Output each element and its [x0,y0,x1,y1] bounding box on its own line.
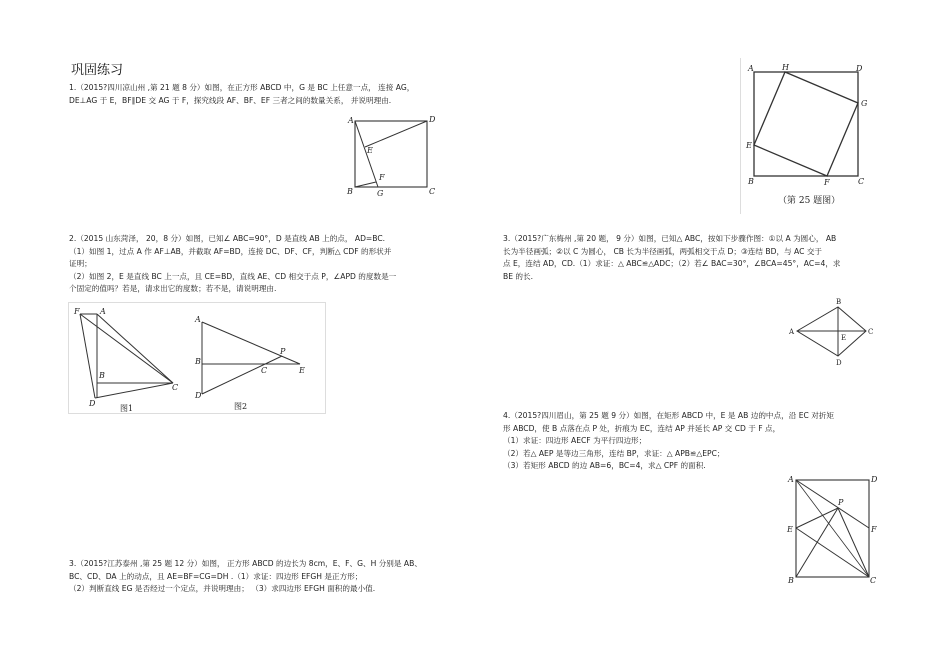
label-f: F [74,307,80,316]
label-b: B [195,357,201,366]
problem-2-line: 证明； [69,259,92,268]
square-efgh [754,72,858,176]
label-e: E [787,525,793,534]
problem-2-text [69,233,396,296]
problem-3a-line: BC、CD、DA 上的动点，且 AE=BF=CG=DH .（1）求证：四边形 EFGH 是正方形； [69,571,363,581]
label-d: D [195,391,202,400]
problem-3b-line: BE 的长. [503,271,534,281]
figure-1-caption: 图1 [120,404,134,413]
problem-3b-figure [788,296,878,368]
label-d: D [856,64,863,73]
problem-1-figure [343,112,443,198]
problem-2-line: 2.（2015 山东菏泽， 20，8 分）如图，已知∠ ABC=90°，D 是直线 AB 上的点， AD=BC. [69,234,386,243]
problem-4-line: 4.（2015?四川眉山，第 25 题 9 分）如图，在矩形 ABCD 中，E 是 AB 边的中点，沿 EC 对折矩 [503,411,834,420]
label-d: D [89,399,96,408]
problem-2-figures [68,302,326,414]
problem-2-line: （2）如图 2，E 是直线 BC 上一点，且 CE=BD，直线 AE、CD 相交于点 P，∠APD 的度数是一 [69,271,397,281]
segment-ac [796,480,869,577]
label-p: P [280,347,286,356]
label-e: E [299,366,305,375]
problem-1-line: DE⊥AG 于 E，BF∥DE 交 AG 于 F，探究线段 AF、BF、EF 三者之间的数量关系， 并说明理由. [69,95,392,105]
problem-4-figure [785,472,881,588]
problem-3a-text [69,558,422,596]
label-a: A [788,475,794,484]
label-c: C [858,177,865,186]
label-f: F [379,173,385,182]
problem-4-line: 形 ABCD，使 B 点落在点 P 处，折痕为 EC，连结 AP 并延长 AP 交 CD 于 F 点， [503,423,781,433]
problem-4-line: （3）若矩形 ABCD 的边 AB=6，BC=4，求△ CPF 的面积. [503,461,706,470]
label-a: A [789,328,795,336]
problem-1-text [69,82,414,107]
label-c: C [870,576,877,585]
label-f: F [824,178,830,187]
segment-de [365,121,427,147]
square-abcd [754,72,858,176]
problem-3b-line: 长为半径画弧；②以 C 为圆心， CB 长为半径画弧，两弧相交于点 D；③连结 BD，与 AC 交于 [503,246,823,256]
label-a: A [348,116,354,125]
problem-3b-text [503,233,841,283]
label-e: E [841,334,847,342]
label-g: G [377,189,384,198]
label-h: H [782,63,789,72]
problem-3b-line: 3.（2015?广东梅州 ,第 20 题， 9 分）如图，已知△ ABC，按如下步骤作图：①以 A 为圆心， AB [503,234,837,243]
label-g: G [861,99,868,108]
label-d: D [836,359,842,367]
problem-3a-line: 3.（2015?江苏泰州 ,第 25 题 12 分）如图， 正方形 ABCD 的边长为 8cm，E、F、G、H 分别是 AB、 [69,559,422,568]
problem-4-line: （2）若△ AEP 是等边三角形，连结 BP，求证：△ APB≌△EPC； [503,448,725,458]
segment-af [796,480,869,528]
figure-2 [194,315,305,411]
label-b: B [788,576,794,585]
label-a: A [748,64,754,73]
problem-1-line: 1.（2015?四川凉山州 ,第 21 题 8 分）如图，在正方形 ABCD 中，G 是 BC 上任意一点， 连接 AG， [69,83,415,92]
problem-2-line: 个固定的值吗？若是，请求出它的度数；若不是，请说明理由. [69,284,277,293]
label-b: B [748,177,754,186]
label-c: C [868,328,874,336]
segment-bf [355,182,376,187]
label-e: E [746,141,752,150]
page-title: 巩固练习 [71,63,124,78]
label-d: D [429,115,436,124]
label-c: C [172,383,179,392]
label-c: C [429,187,436,196]
label-a: A [100,307,106,316]
label-e: E [367,146,373,155]
label-a: A [195,315,201,324]
label-d: D [871,475,878,484]
square-abcd [355,121,427,187]
problem-3b-line: 点 E，连结 AD，CD.（1）求证：△ ABC≌△ADC；（2）若∠ BAC=30°，∠BCA=45°，AC=4，求 [503,259,841,268]
label-b: B [99,371,105,380]
figure-caption: （第 25 题图） [778,196,841,206]
problem-3a-figure [740,58,878,214]
label-b: B [347,187,353,196]
figure-1 [73,307,178,413]
figure-2-caption: 图2 [234,402,248,411]
problem-4-line: （1）求证：四边形 AECF 为平行四边形； [503,436,647,445]
problem-3a-line: （2）判断直线 EG 是否经过一个定点，并说明理由； （3）求四边形 EFGH 面积的最小值. [69,584,376,593]
label-b: B [836,298,842,306]
label-f: F [871,525,877,534]
problem-2-line: （1）如图 1，过点 A 作 AF⊥AB，并截取 AF=BD，连接 DC、DF、CF，判断△ CDF 的形状并 [69,246,392,256]
label-p: P [838,498,844,507]
label-c: C [261,366,268,375]
problem-4-text [503,410,834,473]
